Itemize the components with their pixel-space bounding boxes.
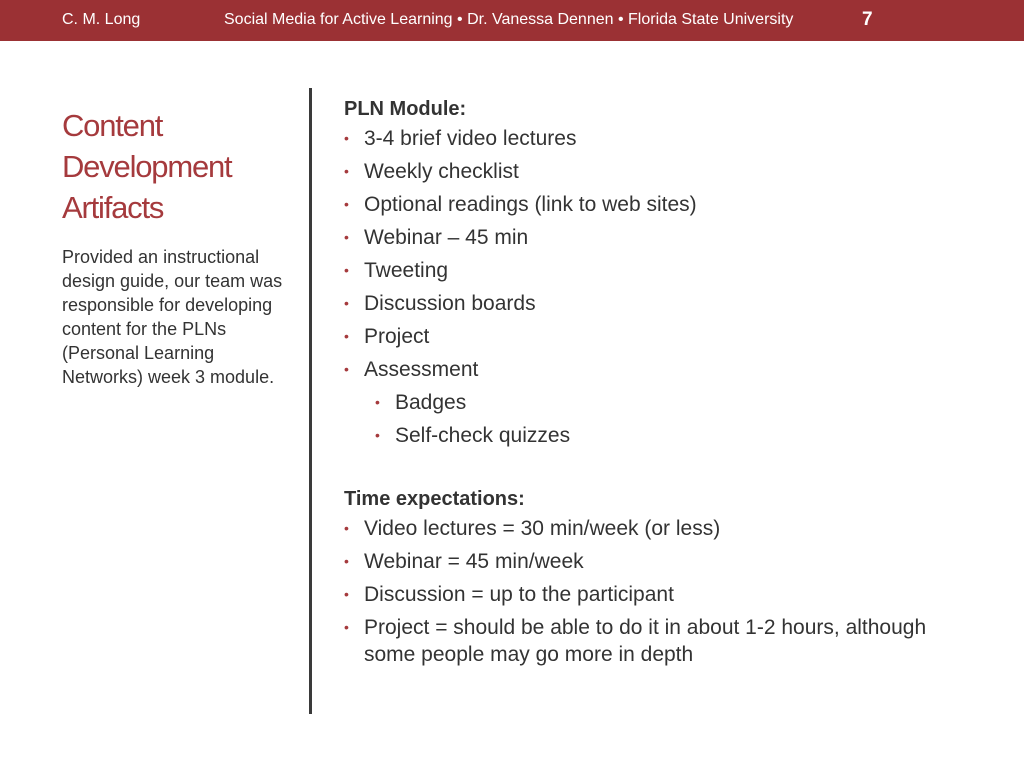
sub-list-item: • Self-check quizzes <box>344 422 944 449</box>
list-item: • Tweeting <box>344 257 944 284</box>
course-title: Social Media for Active Learning • Dr. Vanessa Dennen • Florida State University <box>224 11 794 28</box>
time-expectations-list <box>344 515 944 668</box>
slide-title <box>62 105 302 228</box>
slide-title-line-2: Development <box>62 149 232 184</box>
slide-title-line-3: Artifacts <box>62 190 164 225</box>
pln-module-list <box>344 125 944 383</box>
slide-description: Provided an instructional design guide, our team was responsible for developing content for the PLNs (Personal Learning Networks) week 3 module. <box>62 247 283 387</box>
list-item: • Optional readings (link to web sites) <box>344 191 944 218</box>
list-item: • Discussion = up to the participant <box>344 581 944 608</box>
list-item: • Assessment <box>344 356 944 383</box>
list-item: • Webinar – 45 min <box>344 224 944 251</box>
page-number: 7 <box>862 9 873 30</box>
section-spacer <box>344 455 944 485</box>
list-item: • Project = should be able to do it in about 1-2 hours, although some people may go more in depth <box>344 614 944 668</box>
author-label: C. M. Long <box>62 11 141 28</box>
list-item: • Discussion boards <box>344 290 944 317</box>
vertical-divider <box>309 88 312 714</box>
list-item: • Project <box>344 323 944 350</box>
list-item: • Webinar = 45 min/week <box>344 548 944 575</box>
assessment-sub-list <box>344 389 944 449</box>
header-bar <box>0 0 1024 41</box>
list-item: • 3-4 brief video lectures <box>344 125 944 152</box>
list-item: • Weekly checklist <box>344 158 944 185</box>
content-panel <box>344 95 944 674</box>
sub-list-item: • Badges <box>344 389 944 416</box>
list-item: • Video lectures = 30 min/week (or less) <box>344 515 944 542</box>
time-expectations-heading: Time expectations: <box>344 488 525 510</box>
pln-module-heading: PLN Module: <box>344 98 467 120</box>
slide-title-line-1: Content <box>62 108 163 143</box>
